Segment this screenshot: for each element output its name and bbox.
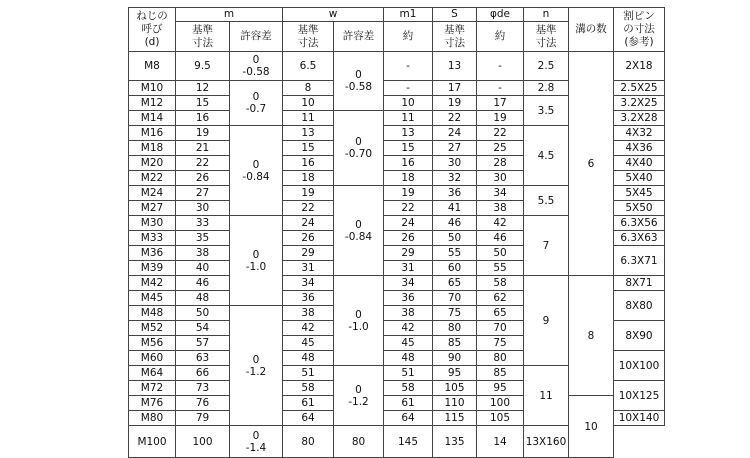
- cell-split-pin: 3.2X28: [614, 111, 665, 126]
- header-w-kyoyosa: 許容差: [334, 22, 384, 52]
- cell-de: 58: [477, 276, 524, 291]
- cell-m-tolerance: 0 -1.0: [230, 216, 283, 306]
- cell-split-pin: 10X125: [614, 381, 665, 411]
- cell-de: 100: [477, 396, 524, 411]
- cell-m: 33: [176, 216, 230, 231]
- cell-split-pin: 5X45: [614, 186, 665, 201]
- cell-split-pin: 13X160: [524, 426, 569, 458]
- cell-size: M76: [129, 396, 176, 411]
- cell-de: 42: [477, 216, 524, 231]
- cell-w: 31: [283, 261, 334, 276]
- cell-de: -: [477, 81, 524, 96]
- table-row: [129, 396, 665, 411]
- cell-s: 41: [433, 201, 477, 216]
- cell-w: 24: [283, 216, 334, 231]
- cell-m: 48: [176, 291, 230, 306]
- cell-m: 79: [176, 411, 230, 426]
- cell-s: 60: [433, 261, 477, 276]
- cell-s: 55: [433, 246, 477, 261]
- cell-n: 7: [524, 216, 569, 276]
- cell-w: 36: [283, 291, 334, 306]
- cell-n: 2.5: [524, 52, 569, 81]
- cell-s: 115: [433, 411, 477, 426]
- cell-de: 34: [477, 186, 524, 201]
- cell-w: 15: [283, 141, 334, 156]
- cell-w: 58: [283, 381, 334, 396]
- cell-w-tolerance: 0 -1.0: [334, 276, 384, 366]
- header-n: n: [524, 8, 569, 22]
- cell-m: 100: [176, 426, 230, 458]
- cell-size: M18: [129, 141, 176, 156]
- cell-m1: 13: [384, 126, 433, 141]
- cell-m1: 22: [384, 201, 433, 216]
- cell-s: 32: [433, 171, 477, 186]
- cell-n: 11: [524, 366, 569, 426]
- cell-s: 17: [433, 81, 477, 96]
- cell-m: 63: [176, 351, 230, 366]
- cell-s: 105: [433, 381, 477, 396]
- header-s: S: [433, 8, 477, 22]
- cell-split-pin: 8X90: [614, 321, 665, 351]
- cell-de: 38: [477, 201, 524, 216]
- cell-m1: 51: [384, 366, 433, 381]
- cell-s: 19: [433, 96, 477, 111]
- cell-groove-count: 10: [569, 396, 614, 458]
- cell-m: 73: [176, 381, 230, 396]
- cell-m1: 34: [384, 276, 433, 291]
- cell-s: 85: [433, 336, 477, 351]
- cell-size: M8: [129, 52, 176, 81]
- header-m1: m1: [384, 8, 433, 22]
- cell-split-pin: 3.2X25: [614, 96, 665, 111]
- cell-m: 40: [176, 261, 230, 276]
- nut-dimension-table: [128, 7, 665, 458]
- header-s-kijun: 基準 寸法: [433, 22, 477, 52]
- cell-m1: 10: [384, 96, 433, 111]
- cell-size: M42: [129, 276, 176, 291]
- cell-w: 16: [283, 156, 334, 171]
- header-m-kyoyosa: 許容差: [230, 22, 283, 52]
- cell-w: 51: [283, 366, 334, 381]
- cell-m1: 16: [384, 156, 433, 171]
- header-de: φde: [477, 8, 524, 22]
- cell-m1: 19: [384, 186, 433, 201]
- cell-split-pin: 4X32: [614, 126, 665, 141]
- cell-size: M56: [129, 336, 176, 351]
- cell-de: 80: [477, 351, 524, 366]
- cell-size: M60: [129, 351, 176, 366]
- cell-size: M39: [129, 261, 176, 276]
- cell-s: 30: [433, 156, 477, 171]
- cell-split-pin: 6.3X71: [614, 246, 665, 276]
- cell-m: 57: [176, 336, 230, 351]
- cell-w: 13: [283, 126, 334, 141]
- cell-s: 75: [433, 306, 477, 321]
- cell-de: 50: [477, 246, 524, 261]
- cell-m: 21: [176, 141, 230, 156]
- cell-w: 42: [283, 321, 334, 336]
- cell-de: 75: [477, 336, 524, 351]
- cell-size: M12: [129, 96, 176, 111]
- cell-split-pin: 6.3X63: [614, 231, 665, 246]
- cell-split-pin: 2X18: [614, 52, 665, 81]
- cell-n: 4.5: [524, 126, 569, 186]
- cell-m1: 45: [384, 336, 433, 351]
- cell-w: 61: [283, 396, 334, 411]
- cell-de: 19: [477, 111, 524, 126]
- table-body: [129, 52, 665, 458]
- cell-groove-count: 6: [569, 52, 614, 276]
- cell-s: 22: [433, 111, 477, 126]
- header-split-pin: 割ピン の寸法 (参考): [614, 8, 665, 52]
- cell-w: 29: [283, 246, 334, 261]
- cell-de: 28: [477, 156, 524, 171]
- cell-m: 30: [176, 201, 230, 216]
- cell-w: 10: [283, 96, 334, 111]
- cell-de: 70: [477, 321, 524, 336]
- cell-de: 65: [477, 306, 524, 321]
- cell-m1: -: [384, 81, 433, 96]
- cell-w: 38: [283, 306, 334, 321]
- cell-m1: -: [384, 52, 433, 81]
- cell-s: 95: [433, 366, 477, 381]
- cell-m: 9.5: [176, 52, 230, 81]
- cell-s: 27: [433, 141, 477, 156]
- cell-m1: 15: [384, 141, 433, 156]
- cell-w-tolerance: 0 -0.84: [334, 186, 384, 276]
- cell-m: 12: [176, 81, 230, 96]
- cell-m: 50: [176, 306, 230, 321]
- cell-de: 105: [477, 411, 524, 426]
- cell-size: M27: [129, 201, 176, 216]
- header-w-kijun: 基準 寸法: [283, 22, 334, 52]
- cell-w: 22: [283, 201, 334, 216]
- cell-m1: 38: [384, 306, 433, 321]
- cell-w: 19: [283, 186, 334, 201]
- table-row: [129, 276, 665, 291]
- cell-n: 2.8: [524, 81, 569, 96]
- cell-split-pin: 5X40: [614, 171, 665, 186]
- header-size: ねじの 呼び (d): [129, 8, 176, 52]
- cell-s: 50: [433, 231, 477, 246]
- cell-groove-count: 8: [569, 276, 614, 396]
- cell-split-pin: 6.3X56: [614, 216, 665, 231]
- cell-s: 70: [433, 291, 477, 306]
- cell-w-tolerance: 0 -0.58: [334, 52, 384, 111]
- cell-s: 90: [433, 351, 477, 366]
- cell-size: M24: [129, 186, 176, 201]
- cell-s: 65: [433, 276, 477, 291]
- cell-w-tolerance: 0 -1.2: [334, 366, 384, 426]
- cell-w: 48: [283, 351, 334, 366]
- cell-m1: 11: [384, 111, 433, 126]
- cell-w: 6.5: [283, 52, 334, 81]
- cell-de: 22: [477, 126, 524, 141]
- cell-size: M52: [129, 321, 176, 336]
- cell-n: 9: [524, 276, 569, 366]
- cell-n: 5.5: [524, 186, 569, 216]
- cell-n: 14: [477, 426, 524, 458]
- header-m-kijun: 基準 寸法: [176, 22, 230, 52]
- cell-m1: 24: [384, 216, 433, 231]
- cell-m1: 29: [384, 246, 433, 261]
- cell-w-tolerance: 0 -0.70: [334, 111, 384, 186]
- header-w: w: [283, 8, 384, 22]
- cell-size: M20: [129, 156, 176, 171]
- cell-m1: 18: [384, 171, 433, 186]
- cell-m: 27: [176, 186, 230, 201]
- cell-m: 26: [176, 171, 230, 186]
- cell-w: 11: [283, 111, 334, 126]
- cell-m-tolerance: 0 -1.4: [230, 426, 283, 458]
- cell-m: 54: [176, 321, 230, 336]
- cell-size: M22: [129, 171, 176, 186]
- cell-m-tolerance: 0 -0.84: [230, 126, 283, 216]
- header-de-yaku: 約: [477, 22, 524, 52]
- cell-m: 38: [176, 246, 230, 261]
- cell-size: M14: [129, 111, 176, 126]
- cell-s: 13: [433, 52, 477, 81]
- cell-m: 35: [176, 231, 230, 246]
- cell-s: 36: [433, 186, 477, 201]
- cell-de: 135: [433, 426, 477, 458]
- cell-w: 34: [283, 276, 334, 291]
- cell-size: M45: [129, 291, 176, 306]
- cell-size: M100: [129, 426, 176, 458]
- cell-size: M36: [129, 246, 176, 261]
- cell-w: 26: [283, 231, 334, 246]
- header-m1-yaku: 約: [384, 22, 433, 52]
- cell-m1: 31: [384, 261, 433, 276]
- cell-m1: 58: [384, 381, 433, 396]
- cell-m1: 36: [384, 291, 433, 306]
- cell-de: 62: [477, 291, 524, 306]
- header-n-kijun: 基準 寸法: [524, 22, 569, 52]
- cell-de: 25: [477, 141, 524, 156]
- cell-split-pin: 10X100: [614, 351, 665, 381]
- cell-split-pin: 5X50: [614, 201, 665, 216]
- cell-m1: 26: [384, 231, 433, 246]
- cell-m1: 61: [384, 396, 433, 411]
- table-row: [129, 52, 665, 81]
- cell-size: M48: [129, 306, 176, 321]
- cell-size: M64: [129, 366, 176, 381]
- cell-de: 85: [477, 366, 524, 381]
- cell-de: 30: [477, 171, 524, 186]
- cell-split-pin: 4X36: [614, 141, 665, 156]
- header-m: m: [176, 8, 283, 22]
- cell-split-pin: 8X71: [614, 276, 665, 291]
- cell-m1: 48: [384, 351, 433, 366]
- cell-m: 22: [176, 156, 230, 171]
- cell-w: 18: [283, 171, 334, 186]
- cell-s: 145: [384, 426, 433, 458]
- cell-de: 95: [477, 381, 524, 396]
- cell-m1: 42: [384, 321, 433, 336]
- cell-size: M30: [129, 216, 176, 231]
- cell-s: 110: [433, 396, 477, 411]
- cell-size: M16: [129, 126, 176, 141]
- cell-n: 3.5: [524, 96, 569, 126]
- cell-s: 24: [433, 126, 477, 141]
- cell-m: 76: [176, 396, 230, 411]
- cell-split-pin: 2.5X25: [614, 81, 665, 96]
- cell-s: 46: [433, 216, 477, 231]
- cell-m: 19: [176, 126, 230, 141]
- cell-m: 46: [176, 276, 230, 291]
- cell-size: M72: [129, 381, 176, 396]
- cell-split-pin: 4X40: [614, 156, 665, 171]
- cell-m: 15: [176, 96, 230, 111]
- cell-w: 45: [283, 336, 334, 351]
- cell-m1: 80: [334, 426, 384, 458]
- cell-s: 80: [433, 321, 477, 336]
- cell-m1: 64: [384, 411, 433, 426]
- cell-split-pin: 8X80: [614, 291, 665, 321]
- cell-de: -: [477, 52, 524, 81]
- cell-w: 8: [283, 81, 334, 96]
- cell-de: 46: [477, 231, 524, 246]
- cell-w: 80: [283, 426, 334, 458]
- cell-m-tolerance: 0 -1.2: [230, 306, 283, 426]
- cell-w: 64: [283, 411, 334, 426]
- cell-m: 16: [176, 111, 230, 126]
- cell-size: M80: [129, 411, 176, 426]
- cell-split-pin: 10X140: [614, 411, 665, 426]
- cell-m: 66: [176, 366, 230, 381]
- cell-m-tolerance: 0 -0.7: [230, 81, 283, 126]
- cell-m-tolerance: 0 -0.58: [230, 52, 283, 81]
- header-groove-count: 溝の数: [569, 8, 614, 52]
- cell-de: 55: [477, 261, 524, 276]
- cell-size: M33: [129, 231, 176, 246]
- cell-de: 17: [477, 96, 524, 111]
- cell-size: M10: [129, 81, 176, 96]
